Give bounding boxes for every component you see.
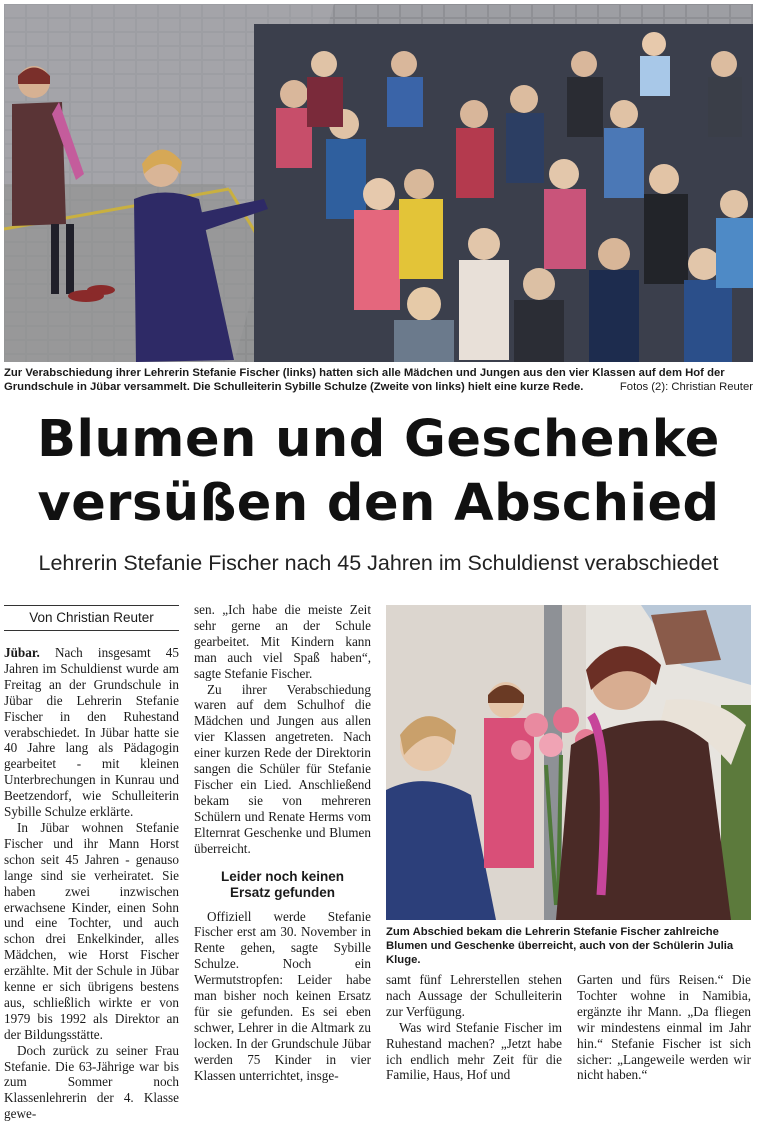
caption-right: Zum Abschied bekam die Lehrerin Stefanie Fischer zahlreiche Blumen und Geschenke überreicht, auch von der Schülerin Julia Kluge.	[386, 926, 734, 966]
article-column-3	[386, 972, 562, 1083]
section-subheading	[194, 869, 371, 901]
subheading-line-1: Leider noch keinen	[220, 868, 345, 884]
caption-top	[4, 366, 753, 394]
article-paragraph: In Jübar wohnen Stefanie Fischer und ihr Mann Horst schon seit 45 Jahren - genauso lange sind sie verheiratet. Sie haben zwei inzwischen erwachsene Kinder, einen Sohn und eine Tochter, und auch schon drei Enkelkinder, alles Mädchen, wie Horst Fischer erzählte. Mit der Schule in Jübar kenne er sich übrigens bestens aus, schließlich wirkte er von 1979 bis 1992 als Direktor an der Bildungsstätte.	[4, 819, 179, 1042]
byline: Von Christian Reuter	[4, 605, 179, 631]
article-paragraph: samt fünf Lehrerstellen stehen nach Aussage der Schulleiterin zur Verfügung.	[386, 972, 562, 1019]
caption-top-text: Zur Verabschiedung ihrer Lehrerin Stefanie Fischer (links) hatten sich alle Mädchen und Jungen aus den vier Klassen auf dem Hof der Grundschule in Jübar versammelt. Die Schulleiterin Sybille Schulze (Zweite von links) hielt eine kurze Rede.	[4, 367, 725, 393]
photo-schoolyard	[4, 4, 753, 362]
article-paragraph: Doch zurück zu seiner Frau Stefanie. Die 63-Jährige war bis zum Sommer noch Klassenlehrerin der 4. Klasse gewe-	[4, 1042, 179, 1122]
article-paragraph: Offiziell werde Stefanie Fischer erst am 30. November in Rente gehen, sagte Sybille Schulze. Noch ein Wermutstropfen: Leider habe man bisher noch keinen Ersatz für sie gefunden. Es sei eben schwer, Lehrer in die Altmark zu locken. In der Grundschule Jübar werden 75 Kinder in vier Klassen unterrichtet, insge-	[194, 908, 371, 1083]
dateline: Jübar.	[4, 645, 40, 660]
article-paragraph: sen. „Ich habe die meiste Zeit sehr gerne an der Schule gearbeitet. Mit Kindern kann man auch viel Spaß haben“, sagte Stefanie Fischer.	[194, 602, 371, 681]
headline-line-2: versüßen den Abschied	[37, 474, 720, 533]
article-column-1	[4, 645, 179, 1122]
article-column-2	[194, 602, 371, 1083]
photo-credit: Fotos (2): Christian Reuter	[619, 381, 753, 393]
subheading-line-2: Ersatz gefunden	[229, 884, 335, 900]
subheadline: Lehrerin Stefanie Fischer nach 45 Jahren im Schuldienst verabschiedet	[38, 551, 719, 575]
article-paragraph: Zu ihrer Verabschiedung waren auf dem Schulhof die Mädchen und Jungen aus allen vier Klassen angetreten. Nach einer kurzen Rede der Direktorin sangen die Schüler für Stefanie Fischer ein Lied. Anschließend bekam sie von mehreren Schülern und Renate Herms vom Elternrat Geschenke und Blumen überreicht.	[194, 681, 371, 856]
photo-flowers	[386, 605, 751, 920]
headline	[0, 408, 757, 536]
paragraph-text: Nach insgesamt 45 Jahren im Schuldienst wurde am Freitag an der Grundschule in Jübar die Lehrerin Stefanie Fischer in den Ruhestand verabschiedet. In Jübar hatte sie 40 Jahre lang als Pädagogin gearbeitet - mit kleinen Unterbrechungen in Kunrau und Beetzendorf, wie Schulleiterin Sybille Schulze erklärte.	[4, 645, 179, 820]
article-paragraph: Garten und fürs Reisen.“ Die Tochter wohne in Namibia, ergänzte ihr Mann. „Da fliegen wir mindestens einmal im Jahr hin.“ Stefanie Fischer ist sich sicher: „Langeweile werden wir nicht haben.“	[577, 972, 751, 1083]
article-paragraph	[4, 645, 179, 820]
headline-line-1: Blumen und Geschenke	[37, 410, 720, 469]
article-paragraph: Was wird Stefanie Fischer im Ruhestand machen? „Jetzt habe ich endlich mehr Zeit für die Familie, Haus, Hof und	[386, 1019, 562, 1083]
article-column-4	[577, 972, 751, 1083]
